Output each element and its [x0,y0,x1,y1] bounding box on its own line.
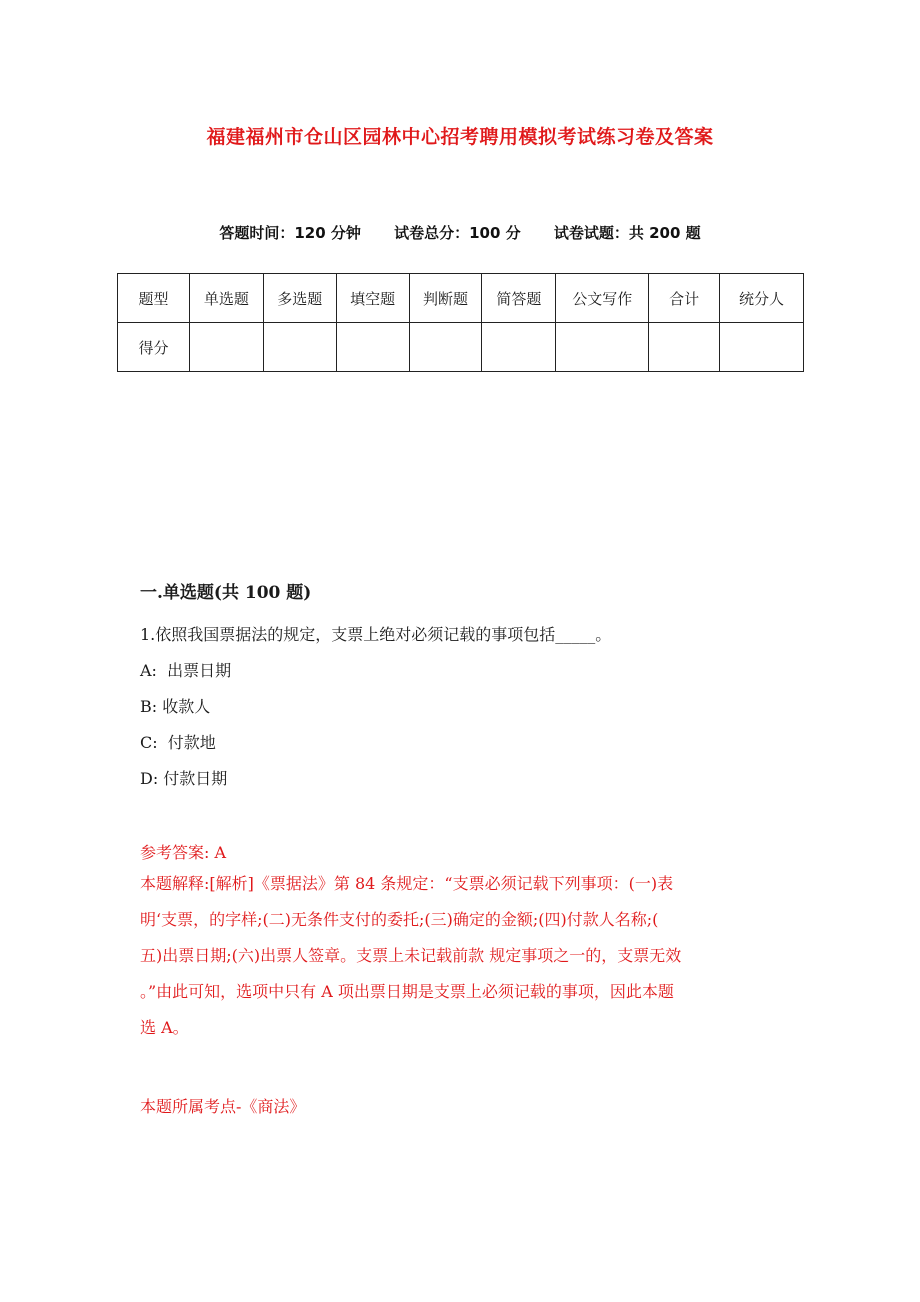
score-table-header-row [118,274,804,323]
score-table-score-row [118,323,804,372]
header-cell: 合计 [649,274,720,323]
option-b: B: 收款人 [140,697,211,716]
score-cell [649,323,720,372]
score-cell [409,323,482,372]
header-cell: 统分人 [720,274,804,323]
knowledge-point: 本题所属考点-《商法》 [140,1097,306,1116]
header-cell: 多选题 [263,274,336,323]
score-cell [556,323,649,372]
score-cell [263,323,336,372]
header-cell: 单选题 [189,274,263,323]
explanation-line: 五)出票日期;(六)出票人签章。支票上未记载前款 规定事项之一的，支票无效 [140,946,682,965]
exam-info [0,222,920,243]
header-cell: 判断题 [409,274,482,323]
row-label: 得分 [118,323,190,372]
exam-time: 答题时间：120 分钟 [219,224,361,242]
page-title: 福建福州市仓山区园林中心招考聘用模拟考试练习卷及答案 [206,126,714,148]
explanation-line: 。”由此可知，选项中只有 A 项出票日期是支票上必须记载的事项，因此本题 [140,982,674,1001]
exam-total-score: 试卷总分：100 分 [394,224,521,242]
explanation-line: 选 A。 [140,1018,189,1037]
header-cell: 题型 [118,274,190,323]
explanation [140,866,780,1046]
score-cell [336,323,409,372]
score-table [117,273,804,372]
option-a: A: 出票日期 [140,661,232,680]
header-cell: 填空题 [336,274,409,323]
section-title: 一.单选题(共 100 题) [140,583,312,603]
question-text: 1.依照我国票据法的规定，支票上绝对必须记载的事项包括_____。 [140,625,612,644]
score-cell [189,323,263,372]
reference-answer: 参考答案: A [140,843,227,862]
exam-question-count: 试卷试题：共 200 题 [553,224,701,242]
explanation-line: 本题解释:[解析]《票据法》第 84 条规定：“支票必须记载下列事项：(一)表 [140,874,674,893]
header-cell: 简答题 [482,274,556,323]
score-cell [720,323,804,372]
option-c: C: 付款地 [140,733,216,752]
option-d: D: 付款日期 [140,769,228,788]
header-cell: 公文写作 [556,274,649,323]
explanation-line: 明‘支票，的字样;(二)无条件支付的委托;(三)确定的金额;(四)付款人名称;( [140,910,659,929]
score-cell [482,323,556,372]
